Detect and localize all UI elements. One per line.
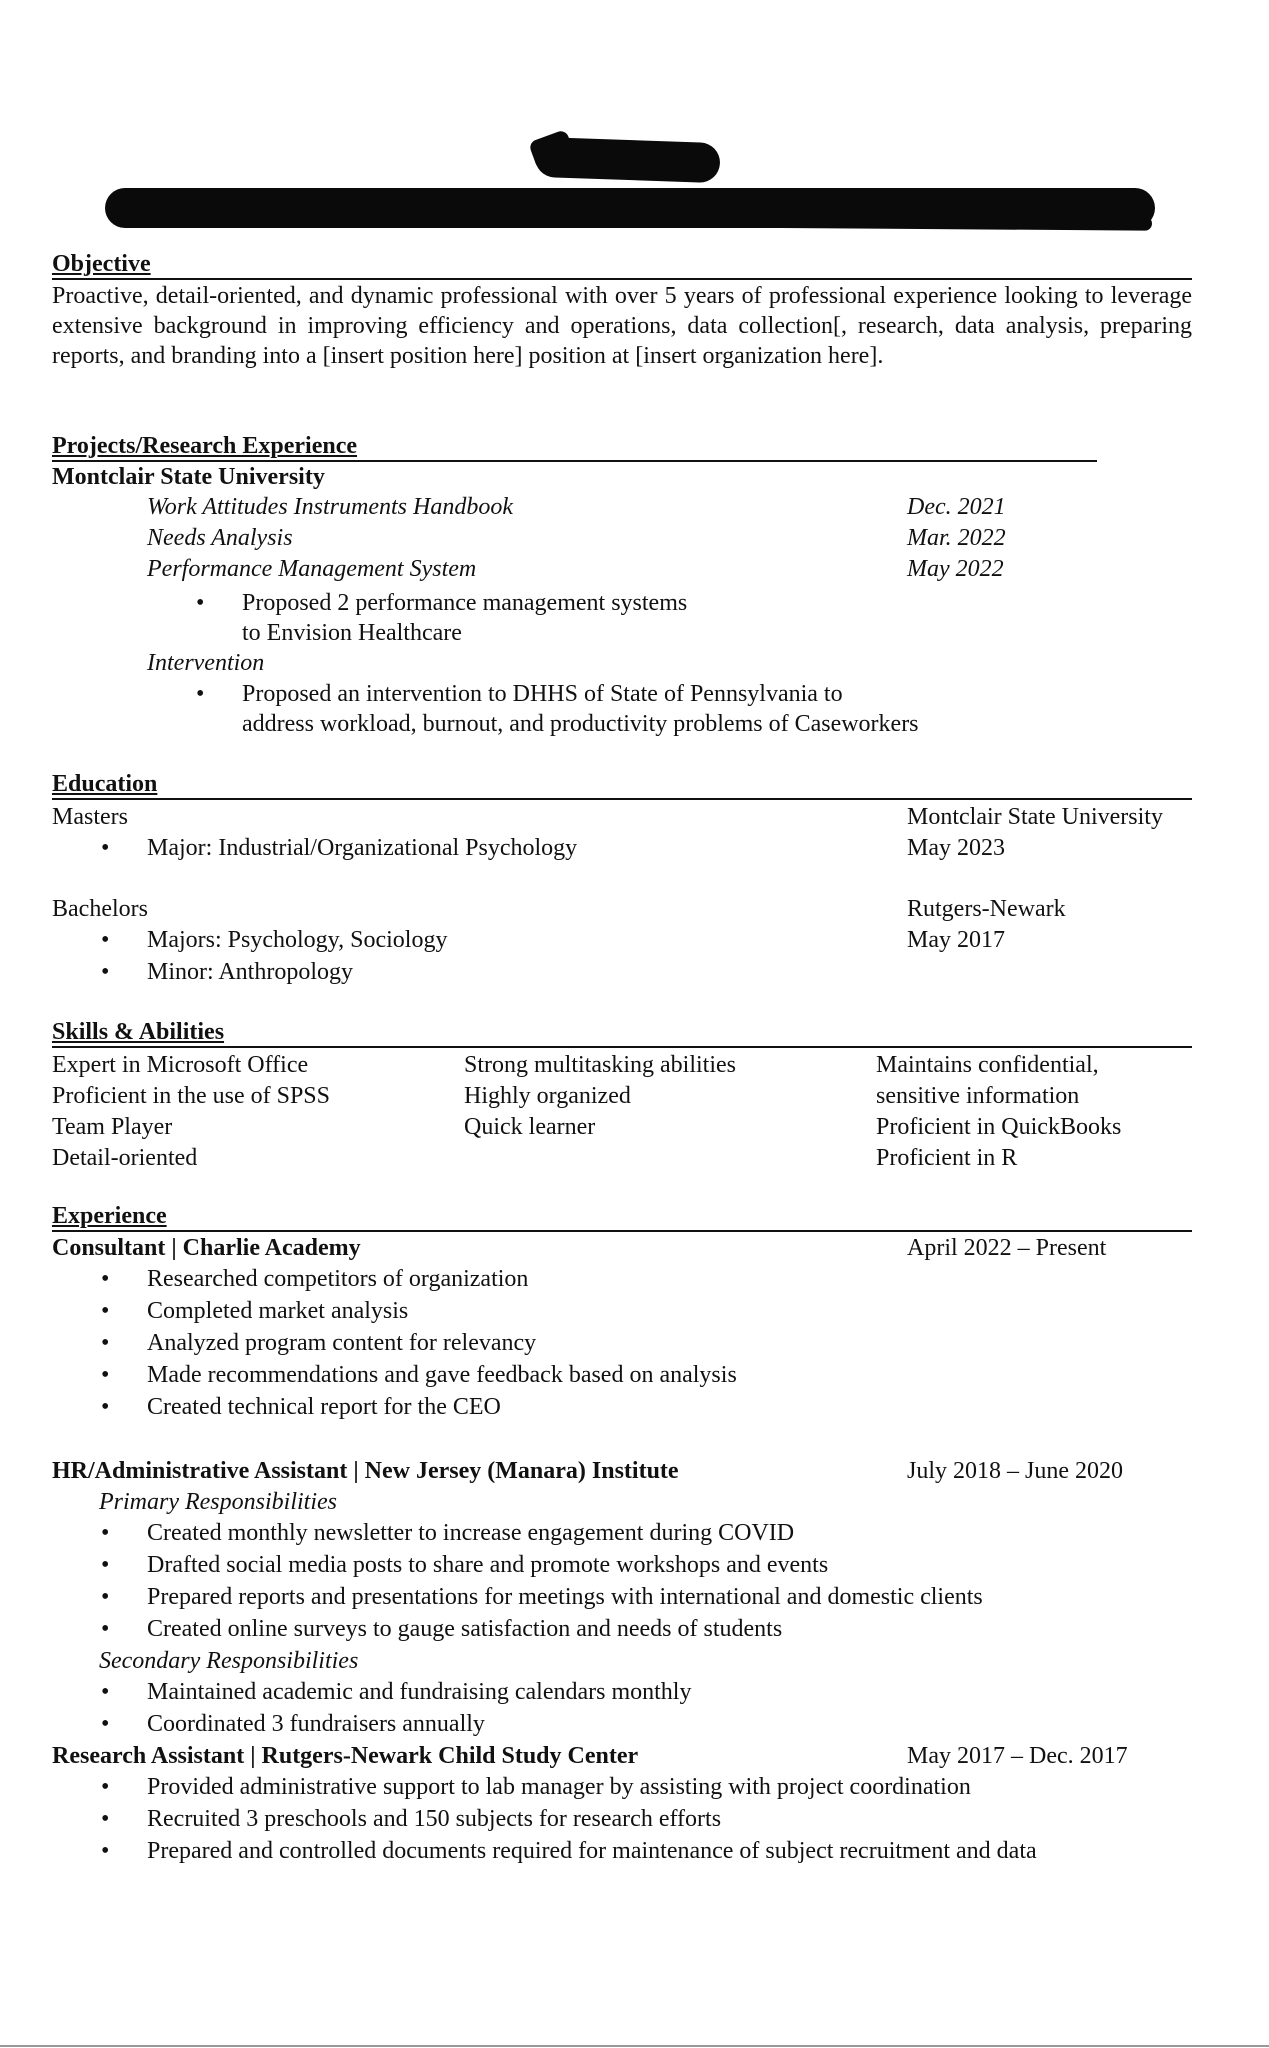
list-item: • Completed market analysis: [147, 1296, 1192, 1328]
skill-item: Quick learner: [464, 1114, 596, 1140]
project-title: Performance Management System: [147, 556, 477, 582]
skill-item: Detail-oriented: [52, 1145, 198, 1171]
list-item: • Recruited 3 preschools and 150 subjects for research efforts: [147, 1804, 1192, 1836]
list-item: • Created technical report for the CEO: [147, 1392, 1192, 1424]
list-item: • Proposed an intervention to DHHS of State of Pennsylvania to: [242, 679, 919, 709]
job-bullets: [147, 1264, 1192, 1424]
skill-item: Highly organized: [464, 1083, 631, 1109]
job-title: HR/Administrative Assistant | New Jersey (Manara) Institute: [52, 1458, 679, 1484]
degree: Masters: [52, 804, 128, 830]
skill-item: Strong multitasking abilities: [464, 1052, 736, 1078]
skill-item: sensitive information: [876, 1083, 1080, 1109]
job-date: July 2018 – June 2020: [907, 1458, 1123, 1484]
page-bottom-edge: [0, 2045, 1269, 2047]
objective-text: Proactive, detail-oriented, and dynamic professional with over 5 years of professional experience looking to leverage extensive background in improving efficiency and operations, data collection[, research, data analysis, preparing reports, and branding into a [insert position here] position at [insert organization here].: [52, 283, 1192, 369]
primary-label: Primary Responsibilities: [99, 1489, 337, 1515]
pms-bullets: [242, 588, 687, 648]
list-item: • Prepared and controlled documents required for maintenance of subject recruitment and data: [147, 1836, 1192, 1868]
list-item: • Majors: Psychology, Sociology: [147, 925, 447, 957]
job-date: April 2022 – Present: [907, 1235, 1107, 1261]
list-item: • Coordinated 3 fundraisers annually: [147, 1709, 1192, 1739]
project-item: [147, 554, 1147, 585]
skill-item: Team Player: [52, 1114, 173, 1140]
list-item: • Analyzed program content for relevancy: [147, 1328, 1192, 1360]
list-item: • Provided administrative support to lab manager by assisting with project coordination: [147, 1772, 1192, 1804]
project-item: [147, 523, 1147, 554]
project-date: May 2022: [907, 556, 1004, 582]
list-item-continuation: to Envision Healthcare: [242, 620, 462, 646]
job-hr-assistant: [52, 1456, 1192, 1739]
intervention-title: Intervention: [147, 650, 265, 676]
project-date: Dec. 2021: [907, 494, 1006, 520]
skills-col-1: [52, 1050, 330, 1174]
skill-item: Maintains confidential,: [876, 1052, 1099, 1078]
skills-heading: Skills & Abilities: [52, 1018, 1192, 1048]
list-item: • Major: Industrial/Organizational Psychology: [147, 833, 577, 865]
project-title: Work Attitudes Instruments Handbook: [147, 494, 513, 520]
education-masters: [52, 802, 1192, 865]
degree: Bachelors: [52, 896, 148, 922]
experience-heading: Experience: [52, 1202, 1192, 1232]
skill-item: Proficient in R: [876, 1145, 1018, 1171]
projects-heading: Projects/Research Experience: [52, 432, 1097, 462]
list-item: • Made recommendations and gave feedback based on analysis: [147, 1360, 1192, 1392]
skills-col-3: [876, 1050, 1121, 1174]
job-research-assistant: [52, 1741, 1192, 1868]
education-bachelors: [52, 894, 1192, 989]
intervention-bullets: [242, 679, 919, 739]
list-item: • Created monthly newsletter to increase engagement during COVID: [147, 1518, 1192, 1550]
project-title: Needs Analysis: [147, 525, 293, 551]
project-date: Mar. 2022: [907, 525, 1006, 551]
project-list: [147, 492, 1147, 585]
list-item: • Maintained academic and fundraising calendars monthly: [147, 1677, 1192, 1709]
objective-heading: Objective: [52, 250, 1192, 280]
list-item: • Researched competitors of organization: [147, 1264, 1192, 1296]
primary-bullets: [147, 1518, 1192, 1646]
secondary-bullets: [147, 1677, 1192, 1739]
school: Rutgers-Newark: [907, 896, 1066, 922]
list-item: • Created online surveys to gauge satisfaction and needs of students: [147, 1614, 1192, 1646]
list-item: • Prepared reports and presentations for meetings with international and domestic clients: [147, 1582, 1192, 1614]
job-date: May 2017 – Dec. 2017: [907, 1743, 1128, 1769]
list-item-continuation: address workload, burnout, and productivity problems of Caseworkers: [242, 711, 919, 737]
list-item: • Drafted social media posts to share and promote workshops and events: [147, 1550, 1192, 1582]
list-item: • Proposed 2 performance management systems: [242, 588, 687, 618]
skill-item: Proficient in QuickBooks: [876, 1114, 1122, 1140]
grad-date: May 2023: [907, 835, 1005, 861]
skills-col-2: [464, 1050, 736, 1143]
job-title: Research Assistant | Rutgers-Newark Child Study Center: [52, 1743, 639, 1769]
list-item: • Minor: Anthropology: [147, 957, 353, 989]
job-title: Consultant | Charlie Academy: [52, 1235, 361, 1261]
education-heading: Education: [52, 770, 1192, 800]
job-bullets: [147, 1772, 1192, 1868]
projects-org: Montclair State University: [52, 464, 325, 490]
secondary-label: Secondary Responsibilities: [99, 1648, 359, 1674]
project-item: [147, 492, 1147, 523]
skill-item: Expert in Microsoft Office: [52, 1052, 309, 1078]
job-consultant: [52, 1233, 1192, 1424]
school: Montclair State University: [907, 804, 1163, 830]
resume-page: [52, 0, 1192, 2048]
skill-item: Proficient in the use of SPSS: [52, 1083, 331, 1109]
grad-date: May 2017: [907, 927, 1005, 953]
